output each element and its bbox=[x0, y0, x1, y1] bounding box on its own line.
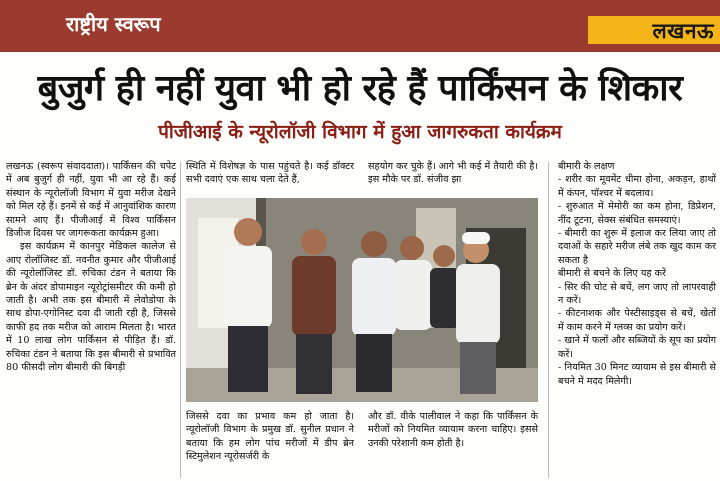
list-item: - बीमारी का शुरू में इलाज कर लिया जाए तो दवाओं के सहारे मरीज लंबे तक खुद काम कर सकता है bbox=[558, 228, 716, 266]
article-column-3-bottom: और डॉ. वीके पालीवाल ने कहा कि पार्किंसन के मरीजों को नियमित व्यायाम करना चाहिए। इससे उनकी परेशानी कम होती है। bbox=[368, 411, 538, 449]
list-item: - खाने में फलों और सब्जियों के सूप का प्रयोग करें। bbox=[558, 335, 716, 360]
article-column-3-top: सहयोग कर चुके हैं। आगे भी कई में तैयारी की है। इस मौके पर डॉ. संजीव झा bbox=[368, 161, 538, 186]
article-column-2-top: स्थिति में विशेषज्ञ के पास पहुंचते है। कई डॉक्टर सभी दवाएं एक साथ चला देते हैं, bbox=[186, 161, 354, 186]
list-heading: बीमारी के लक्षण bbox=[558, 161, 615, 172]
headline: बुजुर्ग ही नहीं युवा भी हो रहे हैं पार्किंसन के शिकार bbox=[37, 68, 683, 109]
sidebar-column bbox=[558, 160, 716, 388]
list-item: - नियमित 30 मिनट व्यायाम से इस बीमारी से बचने में मदद मिलेगी। bbox=[558, 362, 716, 387]
list-item: - सिर की चोट से बचें, लग जाए तो लापरवाही न करें। bbox=[558, 281, 716, 307]
city-label: लखनऊ bbox=[652, 19, 714, 43]
list-item: - शुरुआत में मेमोरी का कम होना, डिप्रेशन, नींद टूटना, सेक्स संबंधित समस्याएं। bbox=[558, 201, 716, 226]
article-column-1 bbox=[6, 160, 176, 478]
list-item: - कीटनाशक और पेस्टीसाइड्स से बचें, खेतों में काम करने में ग्लव्स का प्रयोग करें। bbox=[558, 308, 716, 333]
paragraph: इस कार्यक्रम में कानपुर मेडिकल कालेज से आए रोलॉजिस्ट डॉ. नवनीत कुमार और पीजीआई की न्यूरोलॉजिस्ट डॉ. रुचिका टंडन ने बताया कि ब्रेन के अंदर डोपामाइन न्यूरोट्रांसमीटर की कमी हो जाती है। अभी तक इस बीमारी में लेवोडोपा के साथ डोपा-एगोनिस्ट दवा दी जाती रही है, जिससे काफी हद तक मरीज को आराम मिलता है। भारत में 10 लाख लोग पार्किंसन से पीड़ित हैं। डॉ. रुचिका टंडन ने बताया कि इस बीमारी से प्रभावित 80 फीसदी लोग बीमारी की बिगड़ी bbox=[6, 241, 176, 374]
column-rule bbox=[180, 162, 181, 478]
list-heading: बीमारी से बचने के लिए यह करें bbox=[558, 268, 666, 280]
column-rule bbox=[548, 162, 549, 478]
event-photo bbox=[186, 198, 538, 402]
paragraph: लखनऊ (स्वरूप संवाददाता)। पार्किंसन की चपेट में अब बुजुर्ग ही नहीं, युवा भी आ रहे हैं। कई संस्थान के न्यूरोलॉजी विभाग में युवा मरीज देखने को मिल रहे हैं। इनमें से कई में आनुवांशिक कारण सामने आए हैं। पीजीआई में विश्व पार्किंसन डिजीज दिवस पर जागरूकता कार्यक्रम हुआ। bbox=[6, 161, 176, 240]
list-item: - शरीर का मूवमेंट धीमा होना, अकड़न, हाथों में कंपन, पॉश्चर में बदलाव। bbox=[558, 174, 716, 199]
article-column-2-bottom: जिससे दवा का प्रभाव कम हो जाता है। न्यूरोलॉजी विभाग के प्रमुख डॉ. सुनील प्रधान ने बताया कि हम लोग पांच मरीजों में डीप ब्रेन स्टिमुलेशन न्यूरोसर्जरी के bbox=[186, 411, 354, 463]
section-title: राष्ट्रीय स्वरूप bbox=[66, 12, 161, 36]
subheadline: पीजीआई के न्यूरोलॉजी विभाग में हुआ जागरुकता कार्यक्रम bbox=[158, 121, 562, 143]
